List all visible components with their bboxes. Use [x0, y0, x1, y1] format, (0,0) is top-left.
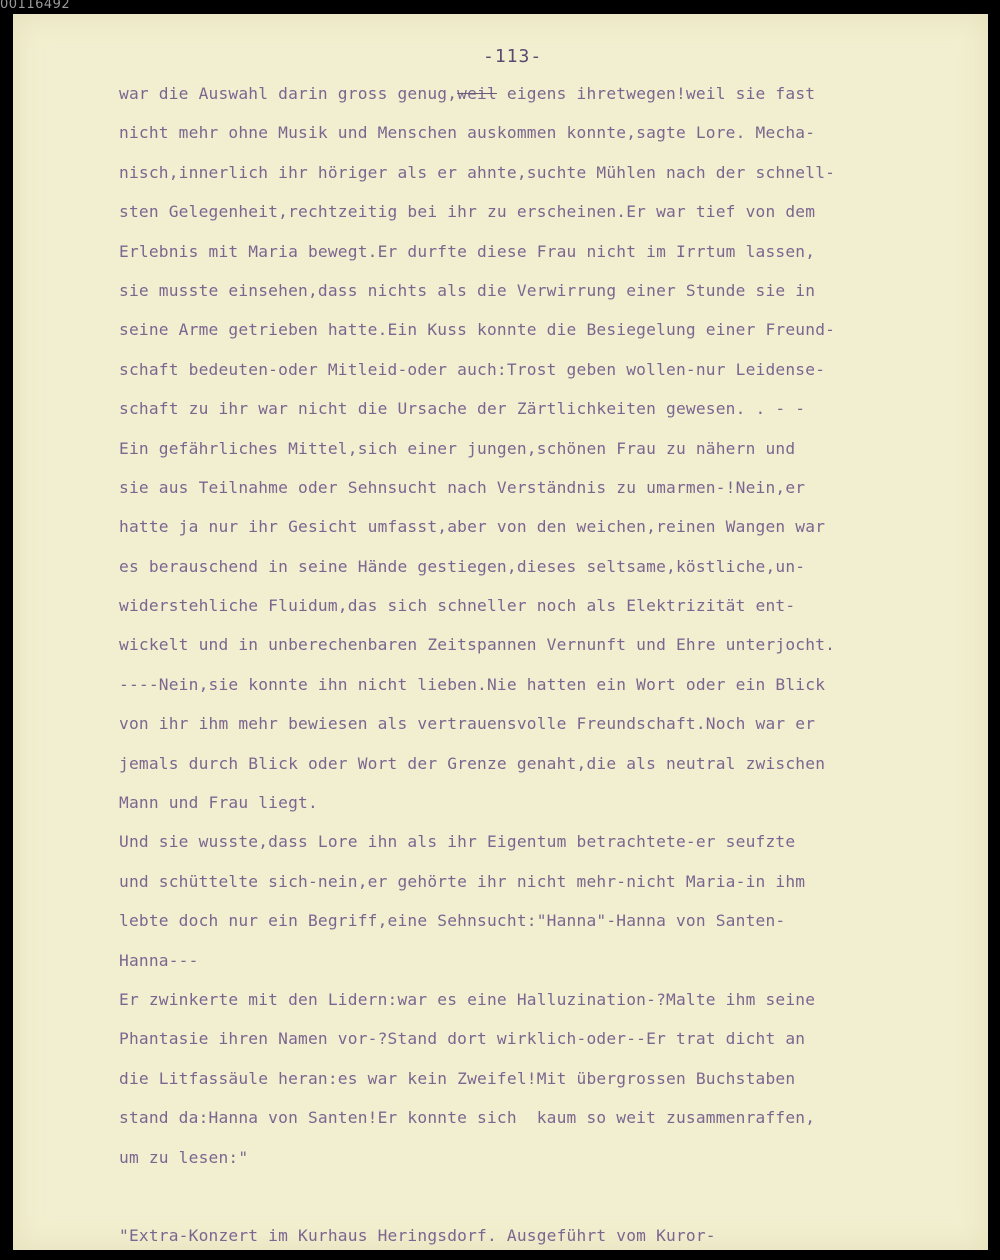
text-line: Hanna--- — [119, 950, 199, 970]
typewritten-page — [13, 14, 988, 1250]
text-line: sten Gelegenheit,rechtzeitig bei ihr zu erscheinen.Er war tief von dem — [119, 202, 816, 222]
text-line: schaft zu ihr war nicht die Ursache der Zärtlichkeiten gewesen. . - - — [119, 399, 806, 419]
text-line: sie musste einsehen,dass nichts als die Verwirrung einer Stunde sie in — [119, 280, 816, 300]
text-line: die Litfassäule heran:es war kein Zweifel!Mit übergrossen Buchstaben — [119, 1068, 796, 1088]
struck-out-word: weil — [457, 84, 497, 103]
text-line: es berauschend in seine Hände gestiegen,dieses seltsame,köstliche,un- — [119, 556, 806, 576]
text-line: stand da:Hanna von Santen!Er konnte sich kaum so weit zusammenraffen, — [119, 1108, 816, 1128]
typed-text-body — [119, 74, 979, 1256]
text-line: nisch,innerlich ihr höriger als er ahnte,suchte Mühlen nach der schnell- — [119, 162, 836, 182]
text-line: sie aus Teilnahme oder Sehnsucht nach Verständnis zu umarmen-!Nein,er — [119, 477, 806, 497]
text-line: wickelt und in unberechenbaren Zeitspannen Vernunft und Ehre unterjocht. — [119, 635, 836, 655]
text-segment: eigens ihretwegen!weil sie fast — [496, 84, 816, 103]
text-segment: war die Auswahl darin gross genug, — [119, 84, 458, 103]
page-number: -113- — [483, 46, 543, 67]
text-line: lebte doch nur ein Begriff,eine Sehnsucht:"Hanna"-Hanna von Santen- — [119, 911, 786, 931]
text-line: seine Arme getrieben hatte.Ein Kuss konnte die Besiegelung einer Freund- — [119, 320, 836, 340]
text-line: Erlebnis mit Maria bewegt.Er durfte diese Frau nicht im Irrtum lassen, — [119, 241, 816, 261]
text-line: ----Nein,sie konnte ihn nicht lieben.Nie hatten ein Wort oder ein Blick — [119, 674, 826, 694]
archive-id-label: 00116492 — [0, 0, 71, 12]
text-line: Er zwinkerte mit den Lidern:war es eine Halluzination-?Malte ihm seine — [119, 989, 816, 1009]
text-line: jemals durch Blick oder Wort der Grenze genaht,die als neutral zwischen — [119, 753, 826, 773]
text-line: hatte ja nur ihr Gesicht umfasst,aber von den weichen,reinen Wangen war — [119, 517, 826, 537]
text-line: Phantasie ihren Namen vor-?Stand dort wirklich-oder--Er trat dicht an — [119, 1029, 806, 1049]
text-line: nicht mehr ohne Musik und Menschen auskommen konnte,sagte Lore. Mecha- — [119, 123, 816, 143]
text-line: Und sie wusste,dass Lore ihn als ihr Eigentum betrachtete-er seufzte — [119, 832, 796, 852]
text-line: Mann und Frau liegt. — [119, 793, 318, 813]
text-line: schaft bedeuten-oder Mitleid-oder auch:Trost geben wollen-nur Leidense- — [119, 359, 826, 379]
text-line — [119, 1177, 979, 1216]
text-line — [119, 74, 979, 113]
text-line: "Extra-Konzert im Kurhaus Heringsdorf. Ausgeführt vom Kuror- — [119, 1226, 716, 1246]
text-line: Ein gefährliches Mittel,sich einer jungen,schönen Frau zu nähern und — [119, 438, 796, 458]
text-line: um zu lesen:" — [119, 1147, 249, 1167]
text-line: und schüttelte sich-nein,er gehörte ihr nicht mehr-nicht Maria-in ihm — [119, 871, 806, 891]
text-line: von ihr ihm mehr bewiesen als vertrauensvolle Freundschaft.Noch war er — [119, 714, 816, 734]
text-line: widerstehliche Fluidum,das sich schneller noch als Elektrizität ent- — [119, 596, 796, 616]
